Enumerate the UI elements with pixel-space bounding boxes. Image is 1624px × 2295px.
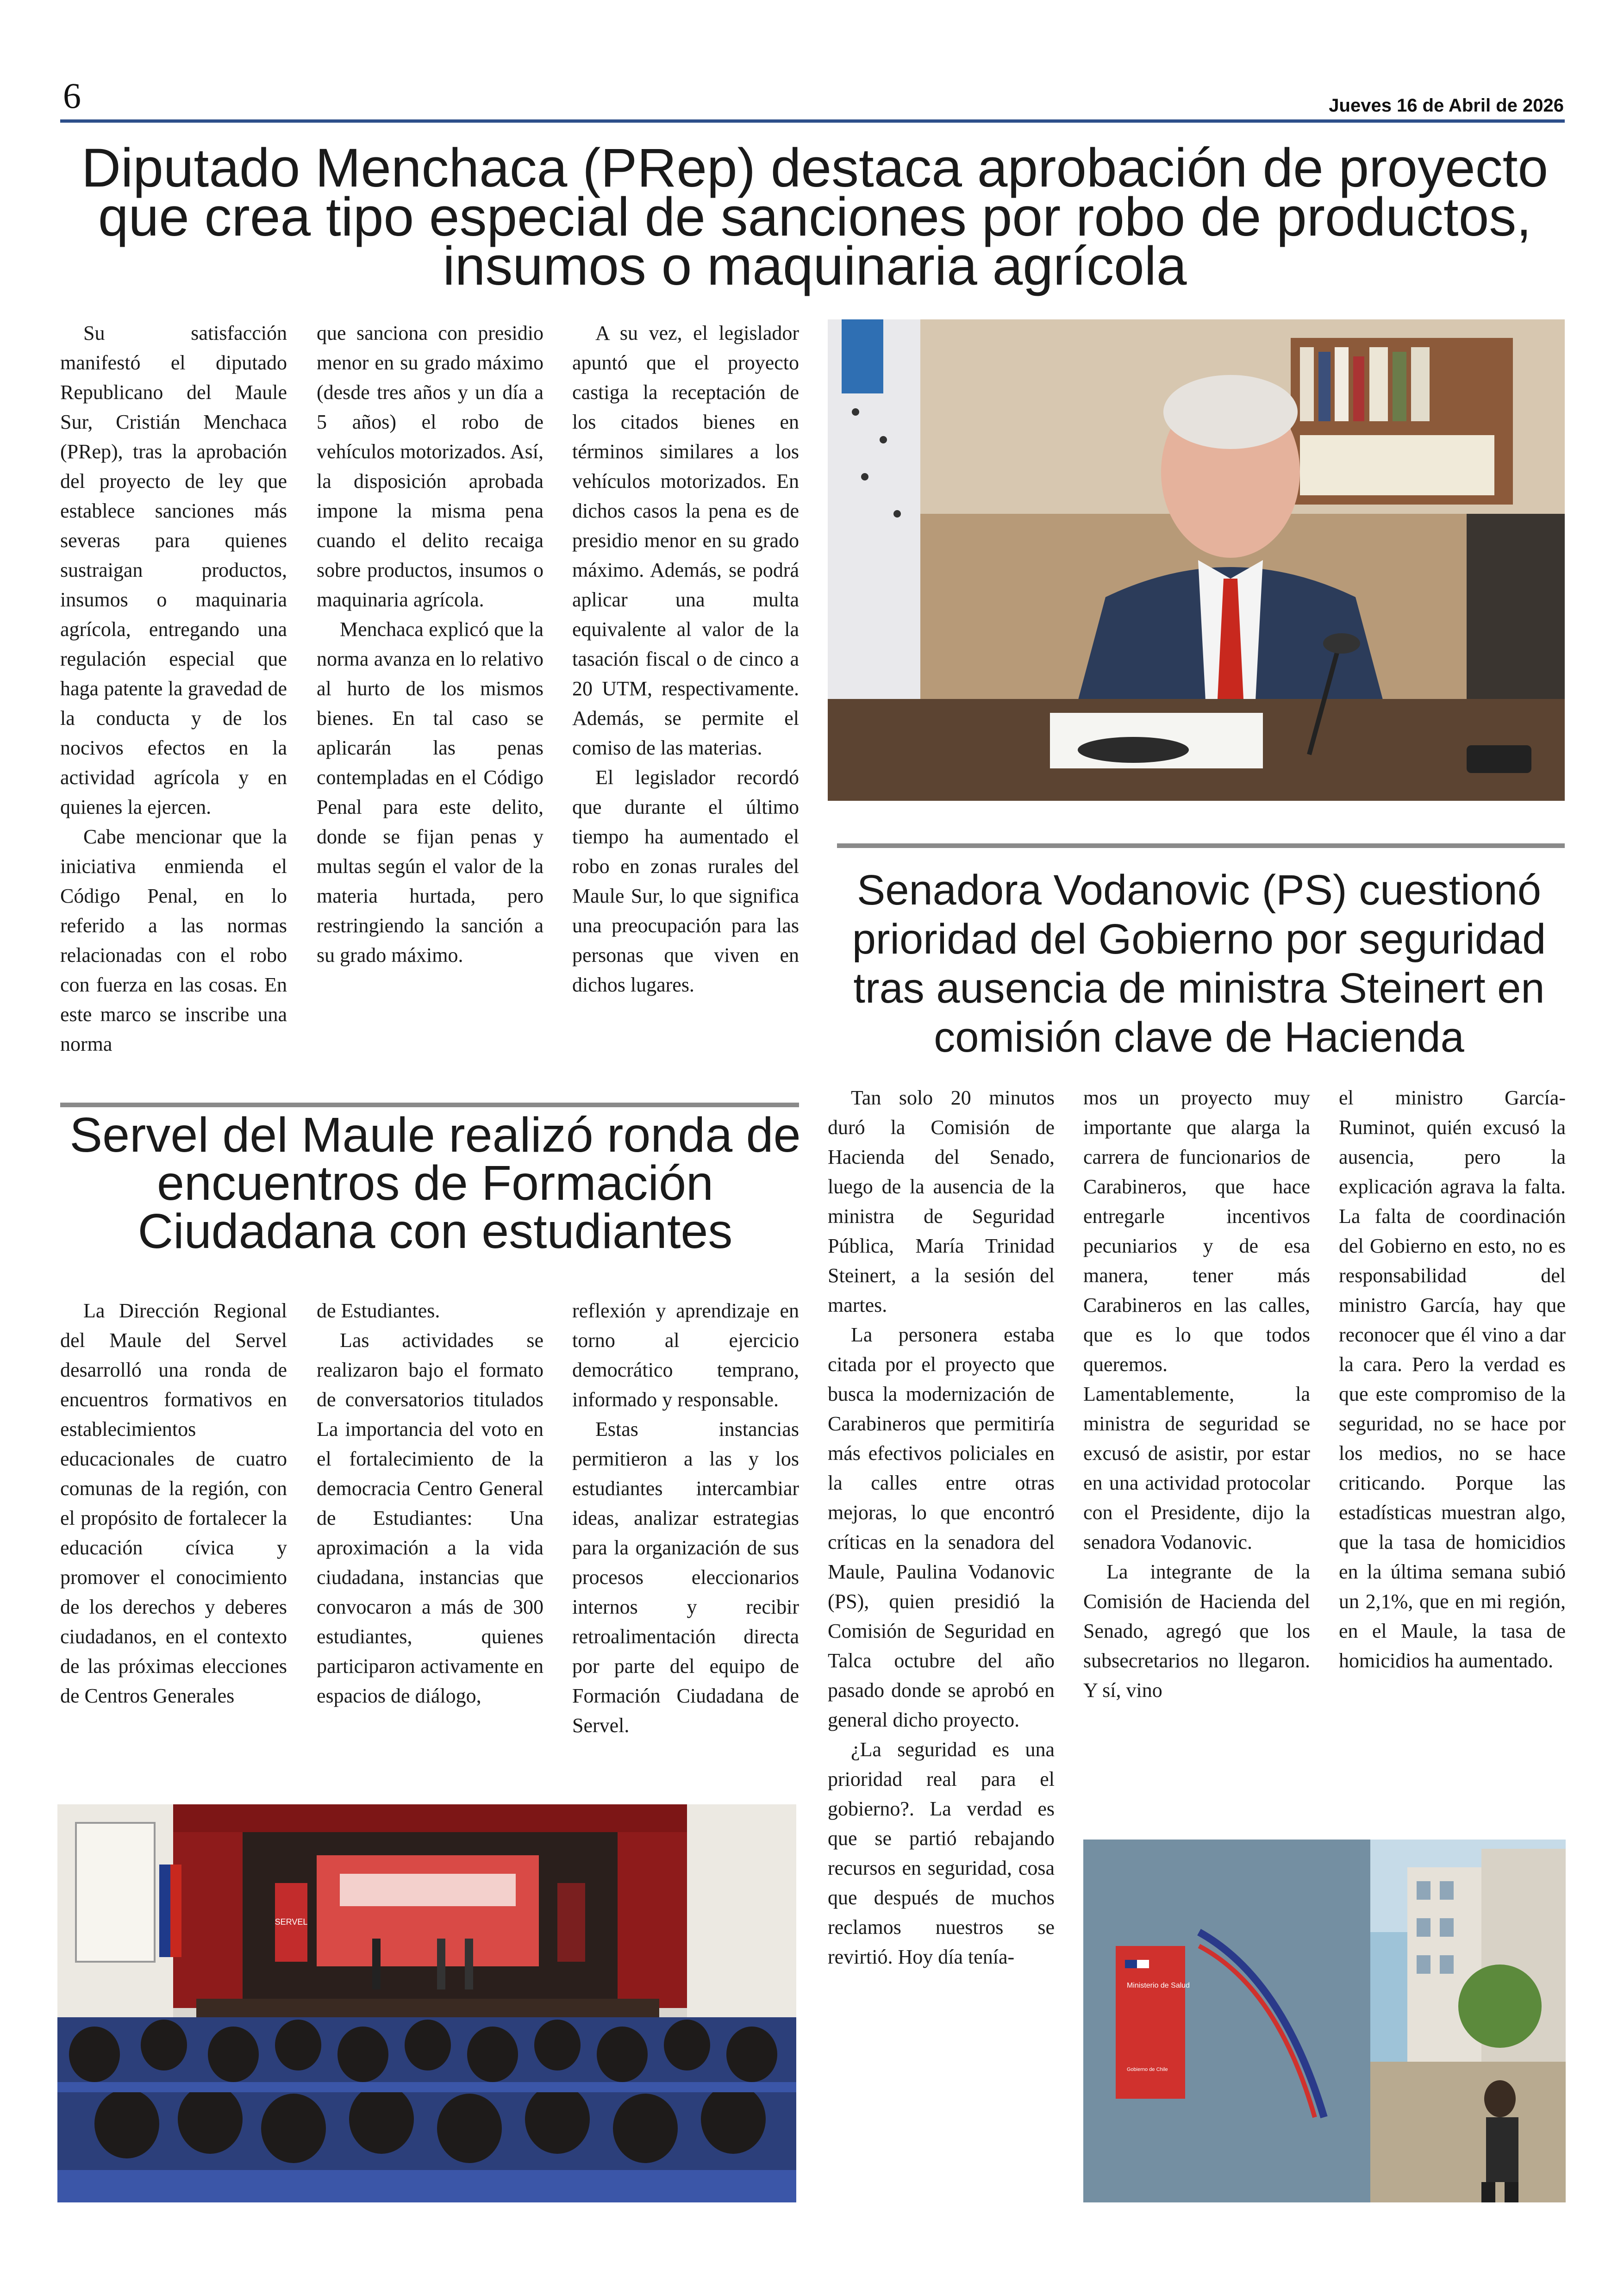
article2-paragraph: reflexión y aprendizaje en torno al ejercicio democrático temprano, informado y responsable.: [572, 1299, 799, 1411]
article2-column-3: [572, 1296, 799, 1782]
article3-paragraph: La personera estaba citada por el proyecto que busca la modernización de Carabineros que permitiría más efectivos policiales en la calles entre otras mejoras, lo que encontró críticas en la senadora del Maule, Paulina Vodanovic (PS), quien presidió la Comisión de Seguridad en Talca octubre del año pasado donde se aprobó en general dicho proyecto.: [828, 1323, 1055, 1731]
article3-paragraph: La integrante de la Comisión de Hacienda del Senado, agregó que los subsecretarios no llegaron. Y sí, vino: [1083, 1560, 1310, 1702]
article3-column-1: [828, 1083, 1055, 2203]
article2-paragraph: de Estudiantes.: [317, 1299, 440, 1322]
article3-column-2: [1083, 1083, 1310, 1833]
article3-headline: Senadora Vodanovic (PS) cuestionó prioridad del Gobierno por seguridad tras ausencia de ministra Steinert en comisión clave de Hacienda: [852, 867, 1546, 1061]
article2-headline: Servel del Maule realizó ronda de encuentros de Formación Ciudadana con estudiantes: [69, 1108, 801, 1259]
header-rule: [60, 119, 1565, 123]
article3-paragraph: el ministro García-Ruminot, quién excusó la ausencia, pero la explicación agrava la falta. La falta de coordinación del Gobierno en esto, no es responsabilidad del ministro García, hay que reconocer que él vino a dar la cara. Pero la verdad es que este compromiso de la seguridad, no se hace por los medios, no se hace criticando. Porque las estadísticas muestran algo, que la tasa de homicidios en la última semana subió un 2,1%, que en mi región, en el Maule, la tasa de homicidios ha aumentado.: [1339, 1086, 1566, 1672]
article1-photo: [828, 319, 1565, 801]
article2-top-rule: [60, 1103, 799, 1107]
ministry-photo-illustration: [1083, 1840, 1566, 2202]
article1-paragraph: Menchaca explicó que la norma avanza en lo relativo al hurto de los mismos bienes. En tal caso se aplicarán las penas contempladas en el Código Penal para este delito, donde se fijan penas y multas según el valor de la materia hurtada, pero restringiendo la sanción a su grado máximo.: [317, 618, 543, 967]
article1-paragraph: A su vez, el legislador apuntó que el proyecto castiga la receptación de los citados bienes en términos similares a los vehículos motorizados. En dichos casos la pena es de presidio menor en su grado máximo. Además, se podrá aplicar una multa equivalente al valor de la tasación fiscal o de cinco a 20 UTM, respectivamente. Además, se permite el comiso de las materias.: [572, 322, 799, 759]
article2-photo: [57, 1804, 796, 2202]
article3-photo: [1083, 1840, 1566, 2202]
article3-paragraph: mos un proyecto muy importante que alarga la carrera de funcionarios de Carabineros, que hace entregarle incentivos pecuniarios y de esa manera, tener más Carabineros en las calles, que es lo que todos queremos. Lamentablemente, la ministra de seguridad se excusó de asistir, por estar en una actividad protocolar con el Presidente, dijo la senadora Vodanovic.: [1083, 1086, 1310, 1553]
article1-column-2: [317, 318, 543, 1087]
auditorium-photo-illustration: [57, 1804, 796, 2202]
article1-column-3: [572, 318, 799, 1087]
article1-paragraph: que sanciona con presidio menor en su grado máximo (desde tres años y un día a 5 años) el robo de vehículos motorizados. Así, la disposición aprobada impone la misma pena cuando el delito recaiga sobre productos, insumos o maquinaria agrícola.: [317, 322, 543, 611]
article1-paragraph: Cabe mencionar que la iniciativa enmienda el Código Penal, en lo referido a las normas relacionadas con el robo con fuerza en las cosas. En este marco se inscribe una norma: [60, 825, 287, 1055]
article2-column-2: [317, 1296, 543, 1782]
article3-top-rule: [837, 843, 1565, 848]
article2-paragraph: Estas instancias permitieron a las y los estudiantes intercambiar ideas, analizar estrategias para la organización de sus procesos eleccionarios internos y recibir retroalimentación directa por parte del equipo de Formación Ciudadana de Servel.: [572, 1418, 799, 1737]
article1-paragraph: El legislador recordó que durante el último tiempo ha aumentado el robo en zonas rurales del Maule Sur, lo que significa una preocupación para las personas que viven en dichos lugares.: [572, 766, 799, 996]
issue-date: Jueves 16 de Abril de 2026: [1329, 95, 1564, 116]
article2-paragraph: Las actividades se realizaron bajo el formato de conversatorios titulados La importancia del voto en el fortalecimiento de la democracia Centro General de Estudiantes: Una aproximación a la vida ciudadana, instancias que convocaron a más de 300 estudiantes, quienes participaron activamente en espacios de diálogo,: [317, 1329, 543, 1707]
article1-headline: Diputado Menchaca (PRep) destaca aprobación de proyecto que crea tipo especial de sanciones por robo de productos, insumos o maquinaria agrícola: [81, 137, 1549, 297]
article3-column-3: [1339, 1083, 1566, 1833]
article2-column-1: [60, 1296, 287, 1782]
article2-paragraph: La Dirección Regional del Maule del Servel desarrolló una ronda de encuentros formativos en establecimientos educacionales de cuatro comunas de la región, con el propósito de fortalecer la educación cívica y promover el conocimiento de los derechos y deberes ciudadanos, en el contexto de las próximas elecciones de Centros Generales: [60, 1299, 287, 1707]
servel-banner-text: SERVEL: [275, 1917, 308, 1927]
ministry-sign-subtext: Gobierno de Chile: [1127, 2067, 1168, 2072]
article3-paragraph: ¿La seguridad es una prioridad real para el gobierno?. La verdad es que se partió rebajando recursos en seguridad, cosa que después de muchos reclamos nuestros se revirtió. Hoy día tenía-: [828, 1738, 1055, 1968]
page-number: 6: [63, 75, 81, 116]
deputy-photo-illustration: [828, 319, 1565, 801]
article1-column-1: [60, 318, 287, 1087]
article1-paragraph: Su satisfacción manifestó el diputado Republicano del Maule Sur, Cristián Menchaca (PRep), tras la aprobación del proyecto de ley que establece sanciones más severas para quienes sustraigan productos, insumos o maquinaria agrícola, entregando una regulación especial que haga patente la gravedad de la conducta y de los nocivos efectos en la actividad agrícola y en quienes la ejercen.: [60, 322, 287, 818]
ministry-sign-text: Ministerio de Salud: [1127, 1982, 1190, 1989]
article3-paragraph: Tan solo 20 minutos duró la Comisión de Hacienda del Senado, luego de la ausencia de la ministra de Seguridad Pública, María Trinidad Steinert, a la sesión del martes.: [828, 1086, 1055, 1316]
